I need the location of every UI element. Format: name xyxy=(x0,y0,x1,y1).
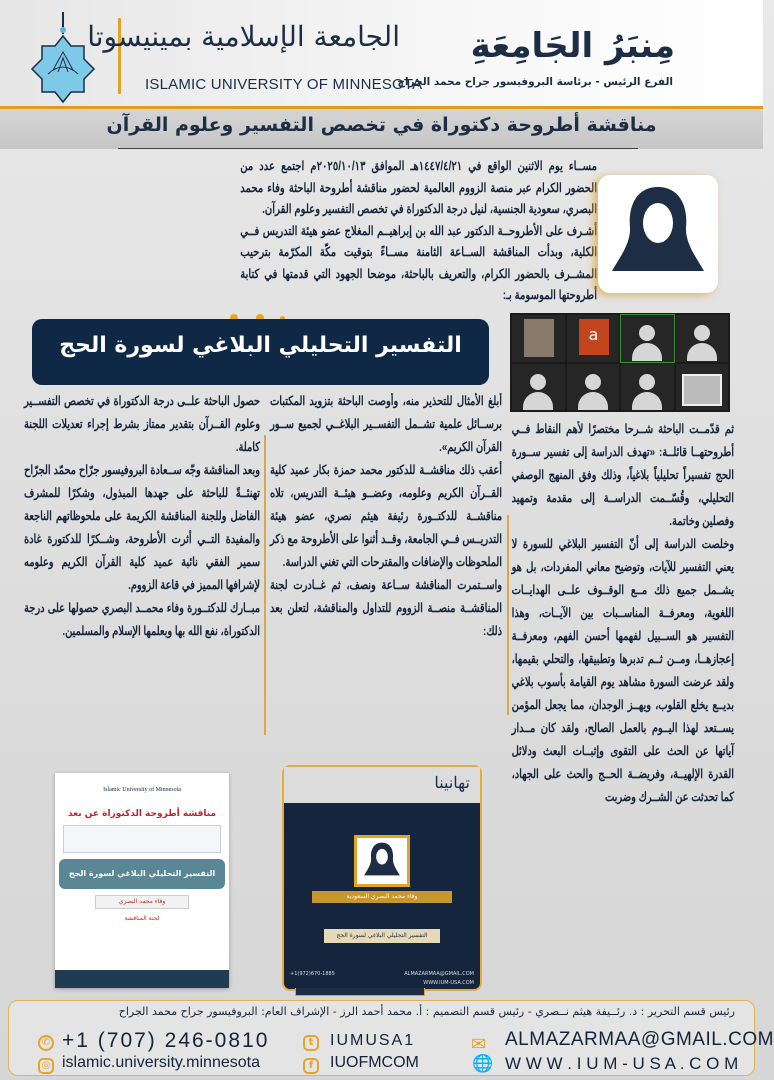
envelope-icon: ✉ xyxy=(471,1034,487,1055)
article-column-middle xyxy=(270,390,502,643)
paragraph: حصول الباحثة علــى درجة الدكتوراة في تخصص التفســير وعلوم القــرآن بتقدير ممتاز بشرط إجراء تعديلات اللجنة كاملة. xyxy=(24,394,260,454)
column-divider xyxy=(264,435,266,735)
congratulations-poster xyxy=(282,765,482,991)
poster-name: وفاء محمد البصري السعودية xyxy=(312,891,452,903)
university-name-english: ISLAMIC UNIVERSITY OF MINNESOTA xyxy=(145,76,423,93)
poster-website: WWW.IUM-USA.COM xyxy=(423,980,474,986)
paragraph: ثم قدّمــت الباحثة شــرحا مختصرًا لأهم النقاط فــي أطروحتهــا قائلــة: «تهدف الدراسة إلى تفسير ســورة الحج تفسيراً تحليلياً بلاغياً، وذلك وفق المنهج الوصفي التحليلي، وقُسّــمت الدراســة إلى مقدمة وتمهيد وفصلين وخاتمة. xyxy=(511,422,734,528)
poster-heading: تهانينا xyxy=(284,767,480,803)
divider xyxy=(118,148,638,149)
article-column-right xyxy=(512,418,734,809)
poster-heading: مناقشة أطروحة الدكتوراة عن بعد xyxy=(67,809,217,819)
instagram-link[interactable]: islamic.university.minnesota xyxy=(62,1054,260,1071)
participant-initial: a xyxy=(579,319,609,355)
instagram-icon: ◎ xyxy=(38,1058,54,1074)
poster-thesis: التفسير التحليلي البلاغي لسورة الحج xyxy=(324,929,440,943)
poster-researcher: وفاء محمد البصري xyxy=(95,895,189,909)
paragraph: أبلغ الأمثال للتحذير منه، وأوصت الباحثة بتزويد المكتبات برســائل علمية تشــمل التفســير البلاغــي لجميع ســور القرآن الكريم». xyxy=(270,394,502,454)
participant-tile xyxy=(621,364,674,411)
globe-icon: 🌐 xyxy=(472,1054,494,1074)
announcement-poster xyxy=(55,773,229,988)
hijab-woman-icon xyxy=(598,175,718,293)
researcher-avatar xyxy=(598,175,718,293)
poster-phone: +1(972)670-1885 xyxy=(290,971,335,977)
website-link[interactable]: W W W . I U M - U S A . C O M xyxy=(505,1054,739,1073)
participant-tile xyxy=(567,364,620,411)
poster-email: ALMAZARMAA@GMAIL.COM xyxy=(404,971,474,977)
paragraph: أعقب ذلك مناقشــة للدكتور محمد حمزة بكار عميد كلية القــرآن الكريم وعلومه، وعضــو هيئــة التدريس، تلاه مناقشــة للدكتــورة رئيفة هيثم نصري، عضو هيئة التدريــس فــي الجامعة، وقــد أثنوا على الأطروحة مع ذكر الملحوظات والإضافات والمقترحات التي تغني الدراسة. xyxy=(270,463,502,569)
facebook-link[interactable]: IUOFMCOM xyxy=(330,1054,419,1071)
email-link[interactable]: ALMAZARMAA@GMAIL.COM xyxy=(505,1029,774,1050)
participant-tile xyxy=(676,315,729,362)
poster-description xyxy=(63,825,221,853)
participant-tile xyxy=(621,315,674,362)
twitter-link[interactable]: IUMUSA1 xyxy=(330,1032,416,1049)
poster-footer xyxy=(55,970,229,988)
participant-tile xyxy=(512,364,565,411)
participant-tile xyxy=(676,364,729,411)
intro-paragraph: أشـرف على الأطروحــة الدكتور عبد الله بن إبراهيــم المغلاج عضو هيئة التدريس فــي الكلية، وبدأت المناقشة الســاعة الثامنة مســاءً بتوقيت مكّة المكرّمة بترحيب المشــرف بالحضور الكرام، والتعريف بالباحثة، موضحا الجهود التي قدمتها في كتابة أطروحتها الموسومة بـ: xyxy=(240,223,597,302)
participant-tile xyxy=(567,315,620,362)
poster-committee: لجنة المناقشة xyxy=(124,915,160,922)
magazine-subtitle: الفرع الرئيس - برئاسة البروفيسور جراح محمد الجراح xyxy=(397,76,673,88)
paragraph: وخلصت الدراسة إلى أنّ التفسير البلاغي للسورة لا يعني التفسير للآيات، وتوضيح معاني المفردات، بل هو يشــمل جميع ذلك مــع الوقــوف علــى الهدايــات اللغوية، ومعرفــة المناســبات بين الآيــات، وهذا التفسير هو الســبيل لفهمها أحسن الفهم، ومعرفــة إعجازهــا، ومــن ثــم تدبرها وتطبيقها، والتحلي بقيمها، ولقد عرضت السورة مشاهد يوم القيامة بأسوب بلاغي بديــع يخلع القلوب، ويهــز الوجدان، مما يجعل المؤمن يســتعد لهذا اليــوم بالعمل الصالح، ولقد كان مــدار آياتها عن الحث على التقوى وإثبــات البعث ودلائل القدرة الإلهيــة، وفريضــة الحــج والحث على الجهاد، كما تحدثت عن الشــرك وضربت xyxy=(511,537,734,804)
paragraph: مبــارك للدكتــورة وفاء محمــد البصري حصولها على درجة الدكتوراة، نفع الله بها وبعلمها الإسلام والمسلمين. xyxy=(24,601,261,638)
poster-thesis: التفسير التحليلي البلاغي لسورة الحج xyxy=(59,859,225,889)
participant-video xyxy=(682,374,722,406)
thesis-title: التفسير التحليلي البلاغي لسورة الحج xyxy=(59,333,462,358)
hijab-woman-icon xyxy=(354,835,410,887)
column-divider xyxy=(507,515,509,715)
participant-photo xyxy=(524,319,554,357)
facebook-icon: f xyxy=(303,1058,319,1074)
whatsapp-icon: ✆ xyxy=(38,1035,54,1051)
page-title: مناقشة أطروحة دكتوراة في تخصص التفسير وعلوم القرآن xyxy=(106,114,657,136)
poster-university: Islamic University of Minnesota xyxy=(103,787,181,793)
phone-link[interactable]: +1 (707) 246-0810 xyxy=(62,1029,270,1052)
intro-paragraph: مســاء يوم الاثنين الواقع في ١٤٤٧/٤/٢١هـ الموافق ٢٠٢٥/١٠/١٣م اجتمع عدد من الحضور الكرام عبر منصة الزووم العالمية لحضور مناقشة أطروحة الباحثة وفاء محمد البصري، سعودية الجنسية، لنيل درجة الدكتوراة في تخصص التفسير وعلوم القرآن. xyxy=(240,159,597,216)
paragraph: واســتمرت المناقشة ســاعة ونصف، ثم غــادرت لجنة المناقشــة منصــة الزووم للتداول والمناقشة، لتعلن بعد ذلك: xyxy=(270,578,502,638)
magazine-title: مِنبَرُ الجَامِعَةِ xyxy=(470,26,675,66)
decorative-bar xyxy=(295,988,425,996)
editorial-credits: رئيس قسم التحرير : د. رئــيفة هيثم نــصري - رئيس قسم التصميم : أ. محمد أحمد الرز - الإشراف العام: البروفيسور جراح محمد الجراح xyxy=(118,1005,735,1018)
participant-tile xyxy=(512,315,565,362)
twitter-icon: t xyxy=(303,1035,319,1051)
zoom-meeting-screenshot xyxy=(510,313,730,412)
paragraph: وبعد المناقشة وجّه ســعادة البروفيسور جرّاح محمّد الجرّاح تهنئــةً للباحثة على جهدها المبذول، وشكرًا للمشرف الفاضل وللجنة المناقشة الكريمة على ملحوظاتهم الناجعة والمفيدة التــي أثرت الأطروحة، وشــكرًا للدكتورة غادة سمير الفقي نائبة عميد كلية القرآن الكريم وعلومه لإشرافها المميز في قاعة الزووم. xyxy=(24,463,260,592)
university-name-arabic: الجامعة الإسلامية بمينيسوتا xyxy=(87,20,400,53)
intro-text xyxy=(240,156,597,307)
article-column-left xyxy=(24,390,260,643)
